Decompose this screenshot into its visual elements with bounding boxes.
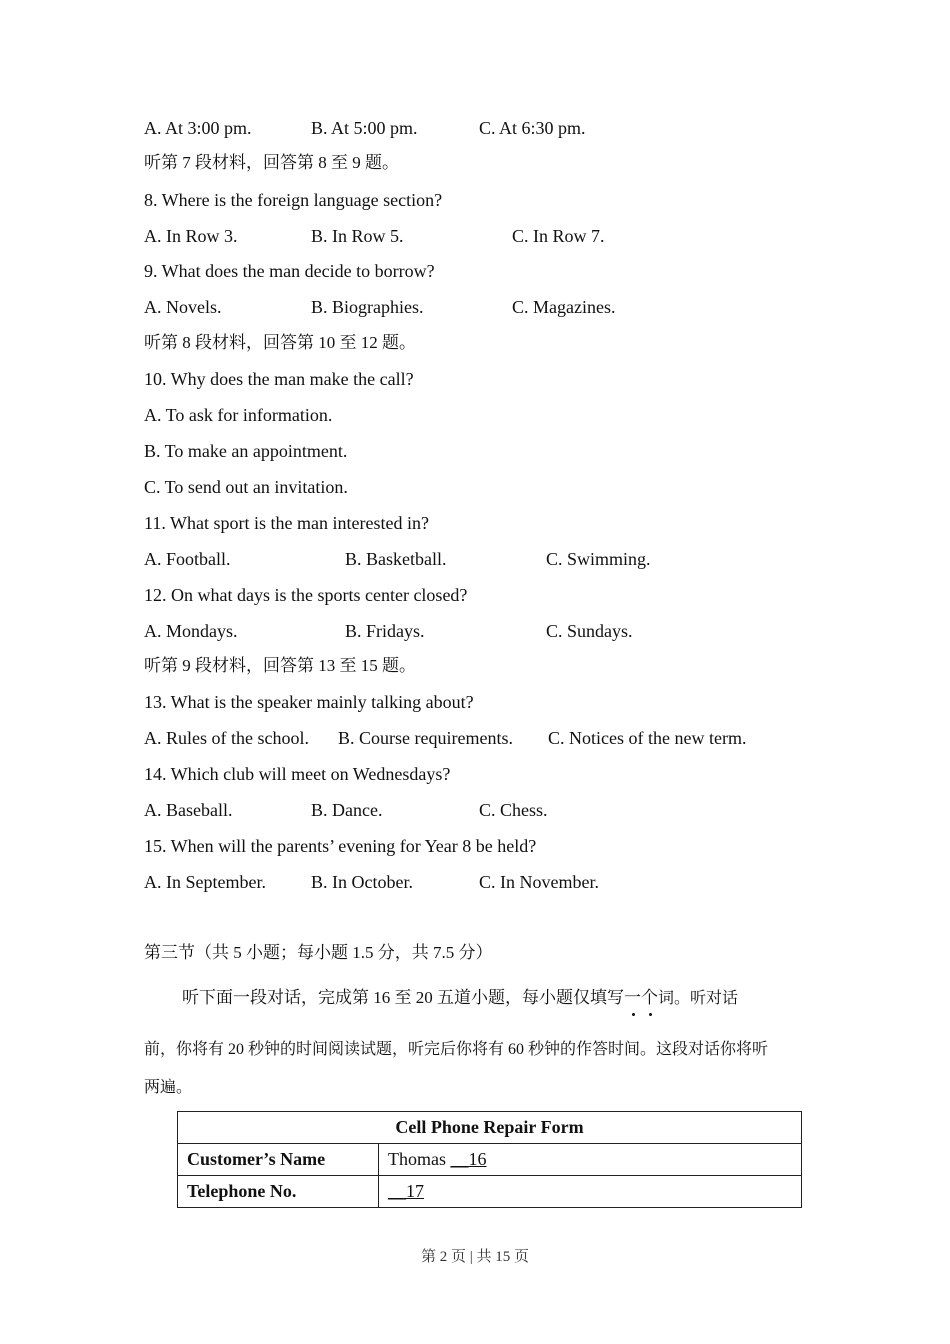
- option: C. At 6:30 pm.: [479, 118, 586, 138]
- option: C. In Row 7.: [512, 226, 605, 246]
- section-heading: 听第 7 段材料，回答第 8 至 9 题。: [144, 153, 399, 172]
- part-heading: 第三节（共 5 小题；每小题 1.5 分，共 7.5 分）: [144, 943, 493, 962]
- question: 13. What is the speaker mainly talking about?: [144, 692, 474, 712]
- instructions: [182, 987, 738, 1010]
- question: 8. Where is the foreign language section?: [144, 190, 443, 210]
- option: B. To make an appointment.: [144, 441, 348, 461]
- option: C. Swimming.: [546, 549, 651, 569]
- instructions-line: 两遍。: [144, 1079, 193, 1096]
- option: C. Notices of the new term.: [548, 728, 747, 748]
- option: C. Magazines.: [512, 297, 616, 317]
- option: B. Basketball.: [345, 549, 447, 569]
- question: 15. When will the parents’ evening for Year 8 be held?: [144, 836, 537, 856]
- answer-blank: __16: [450, 1149, 487, 1169]
- field-value: [379, 1176, 802, 1208]
- table-row: [178, 1144, 802, 1176]
- option: B. Fridays.: [345, 621, 425, 641]
- option: A. Novels.: [144, 297, 222, 317]
- question: 9. What does the man decide to borrow?: [144, 261, 435, 281]
- emphasis-char: 一: [624, 988, 641, 1007]
- option: A. At 3:00 pm.: [144, 118, 252, 138]
- option: B. At 5:00 pm.: [311, 118, 418, 138]
- emphasis-char: 个: [641, 988, 658, 1007]
- option: C. In November.: [479, 872, 599, 892]
- option: A. Mondays.: [144, 621, 238, 641]
- option: B. Biographies.: [311, 297, 424, 317]
- option: C. To send out an invitation.: [144, 477, 348, 497]
- option: A. In Row 3.: [144, 226, 238, 246]
- field-label: Telephone No.: [178, 1176, 379, 1208]
- table-row: [178, 1176, 802, 1208]
- option: B. Dance.: [311, 800, 383, 820]
- option: A. In September.: [144, 872, 266, 892]
- question: 14. Which club will meet on Wednesdays?: [144, 764, 451, 784]
- field-value: [379, 1144, 802, 1176]
- emphasized-text: [624, 988, 658, 1007]
- instructions-line: 前，你将有 20 秒钟的时间阅读试题，听完后你将有 60 秒钟的作答时间。这段对话你将听: [144, 1041, 769, 1058]
- page-footer: 第 2 页 | 共 15 页: [420, 1249, 529, 1265]
- option: C. Sundays.: [546, 621, 633, 641]
- question: 10. Why does the man make the call?: [144, 369, 414, 389]
- instructions-text: 词。听对话: [658, 990, 739, 1007]
- section-heading: 听第 8 段材料，回答第 10 至 12 题。: [144, 333, 416, 352]
- option: A. Rules of the school.: [144, 728, 309, 748]
- option: C. Chess.: [479, 800, 548, 820]
- option: B. Course requirements.: [338, 728, 513, 748]
- question: 11. What sport is the man interested in?: [144, 513, 429, 533]
- option: B. In October.: [311, 872, 413, 892]
- value-text: Thomas: [388, 1149, 446, 1169]
- repair-form-table: [177, 1111, 802, 1208]
- option: A. To ask for information.: [144, 405, 333, 425]
- form-title: Cell Phone Repair Form: [178, 1112, 802, 1144]
- section-heading: 听第 9 段材料，回答第 13 至 15 题。: [144, 656, 416, 675]
- field-label: Customer’s Name: [178, 1144, 379, 1176]
- question: 12. On what days is the sports center closed?: [144, 585, 468, 605]
- option: A. Football.: [144, 549, 231, 569]
- instructions-text: 听下面一段对话，完成第 16 至 20 五道小题，每小题仅填写: [182, 988, 624, 1007]
- option: B. In Row 5.: [311, 226, 404, 246]
- option: A. Baseball.: [144, 800, 233, 820]
- answer-blank: __17: [388, 1181, 424, 1201]
